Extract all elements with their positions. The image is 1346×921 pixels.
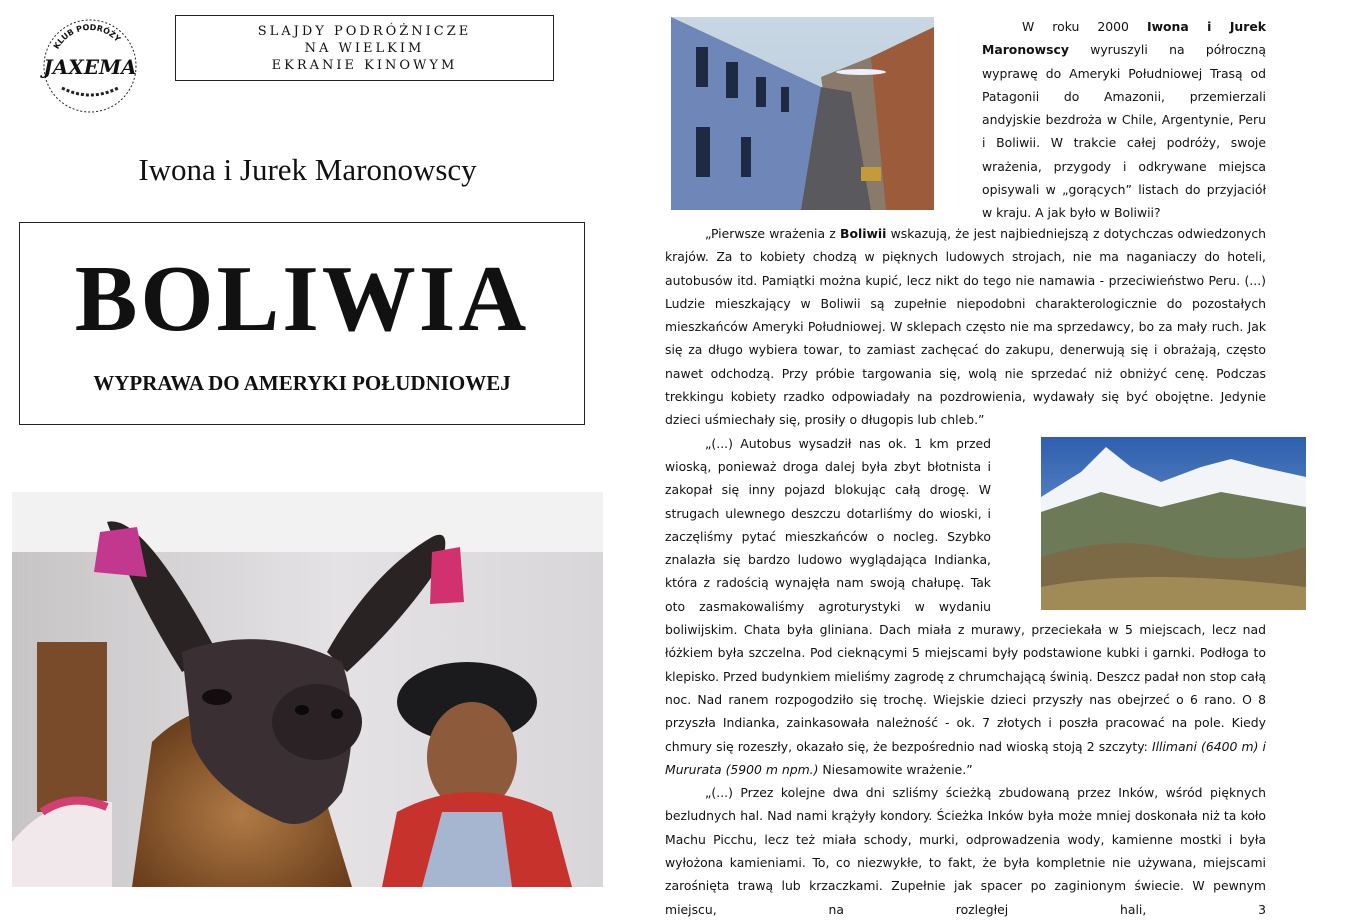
- tagline-box: [175, 15, 554, 81]
- paragraph-3: „(...) Przez kolejne dwa dni szliśmy ścieżką zbudowaną przez Inków, wśród pięknych bezludnych hal. Nad nami krążyły kondory. Ścieżka Inków była może mniej doskonała niż ta koło Machu Picchu, lecz też miała schody, murki, odprowadzenia wody, kamienne mostki i była wyłożona kamieniami. To, co niezwykłe, to fakt, że była kompletnie nie używana, miejscami zarośnięta trawą lub krzaczkami. Zupełnie jak spacer po zaginionym świecie. W pewnym miejscu, na rozległej hali, 3: [665, 785, 1266, 917]
- tagline-line2: NA WIELKIM: [304, 40, 425, 56]
- llama-photo: [12, 492, 603, 887]
- club-logo: [40, 16, 140, 116]
- authors-heading: Iwona i Jurek Maronowscy: [138, 152, 477, 187]
- intro-authors: Iwona i Jurek Maronowscy: [982, 19, 1267, 58]
- paragraph-1: „Pierwsze wrażenia z Boliwii wskazują, że jest najbiedniejszą z dotychczas odwiedzonych krajów. Za to kobiety chodzą w pięknych ludowych strojach, nie ma naganiaczy do hoteli, autobusów itd. Pamiątki można kupić, lecz nikt do tego nie namawia - przeciwieństwo Peru. (...) Ludzie mieszkający w Boliwii są zupełnie niepodobni charakterologicznie do pozostałych mieszkańców Ameryki Południowej. W sklepach często nie ma sprzedawcy, bo za mały ruch. Jak się za długo wybiera towar, to zamiast zachęcać do zakupu, denerwują się i obrażają, często nawet odchodzą. Przy próbie targowania się, wolą nie sprzedać niż obniżyć cenę. Podczas trekkingu kobiety rzadko odpowiadały na pozdrowienia, wydawały się być obojętne. Jedynie dzieci uśmiechały się, prosiły o długopis lub chleb.”: [665, 226, 1266, 428]
- paragraph-2: „(...) Autobus wysadził nas ok. 1 km przed wioską, ponieważ droga dalej była zbyt błotnista i zakopał się inny pojazd blokując całą drogę. W strugach ulewnego deszczu dotarliśmy do wioski, i zaczęliśmy pytać mieszkańców o nocleg. Szybko znalazła się bardzo ludowo wyglądająca Indianka, która z radością wynajęła nam swoją chałupę. Tak oto zasmakowaliśmy agroturystyki w wydaniu boliwijskim. Chata była gliniana. Dach miała z murawy, przeciekała w 5 miejscach, lecz nad łóżkiem była szczelna. Pod cieknącymi 5 miejscami były podstawione kubki i garnki. Podłoga to klepisko. Przed budynkiem mieliśmy zagrodę z chrumchającą świnią. Deszcz padał non stop całą noc. Nad ranem rozpogodziło się trochę. Wiejskie dzieci przyszły nas obejrzeć o 6 rano. O 8 przyszła Indianka, zainkasowała należność - ok. 7 złotych i poszła pracować na pole. Kiedy chmury się rozeszły, okazało się, że bezpośrednio nad wioską stoją 2 szczyty: Illimani (6400 m) i Mururata (5900 m npm.) Niesamowite wrażenie.”: [665, 432, 1266, 781]
- tagline-line3: EKRANIE KINOWYM: [271, 57, 458, 73]
- tagline-line1: SLAJDY PODRÓŻNICZE: [257, 23, 472, 39]
- page-subtitle: WYPRAWA DO AMERYKI POŁUDNIOWEJ: [93, 371, 511, 395]
- body-text: [665, 222, 1266, 921]
- peaks-italic: Illimani (6400 m) i Mururata (5900 m npm.): [665, 738, 1266, 777]
- logo-ring-text: KLUB PODRÓŻY: [51, 22, 123, 51]
- mountain-photo: [1001, 437, 1266, 610]
- intro-paragraph: W roku 2000 Iwona i Jurek Maronowscy wyruszyli na półroczną wyprawę do Ameryki Południowej Trasą od Patagonii do Amazonii, przemierzali andyjskie bezdroża w Chile, Argentynie, Peru i Boliwii. W trakcie całej podróży, swoje wrażenia, przygody i odkrywane miejsca opisywali w „gorących” listach do przyjaciół w kraju. A jak było w Boliwii?: [982, 19, 1267, 221]
- page-title: BOLIWIA: [74, 247, 530, 351]
- svg-text:KLUB PODRÓŻY: [52, 23, 122, 51]
- logo-name: JAXEMA: [43, 55, 137, 79]
- title-box: [19, 222, 585, 425]
- street-photo: [671, 17, 934, 210]
